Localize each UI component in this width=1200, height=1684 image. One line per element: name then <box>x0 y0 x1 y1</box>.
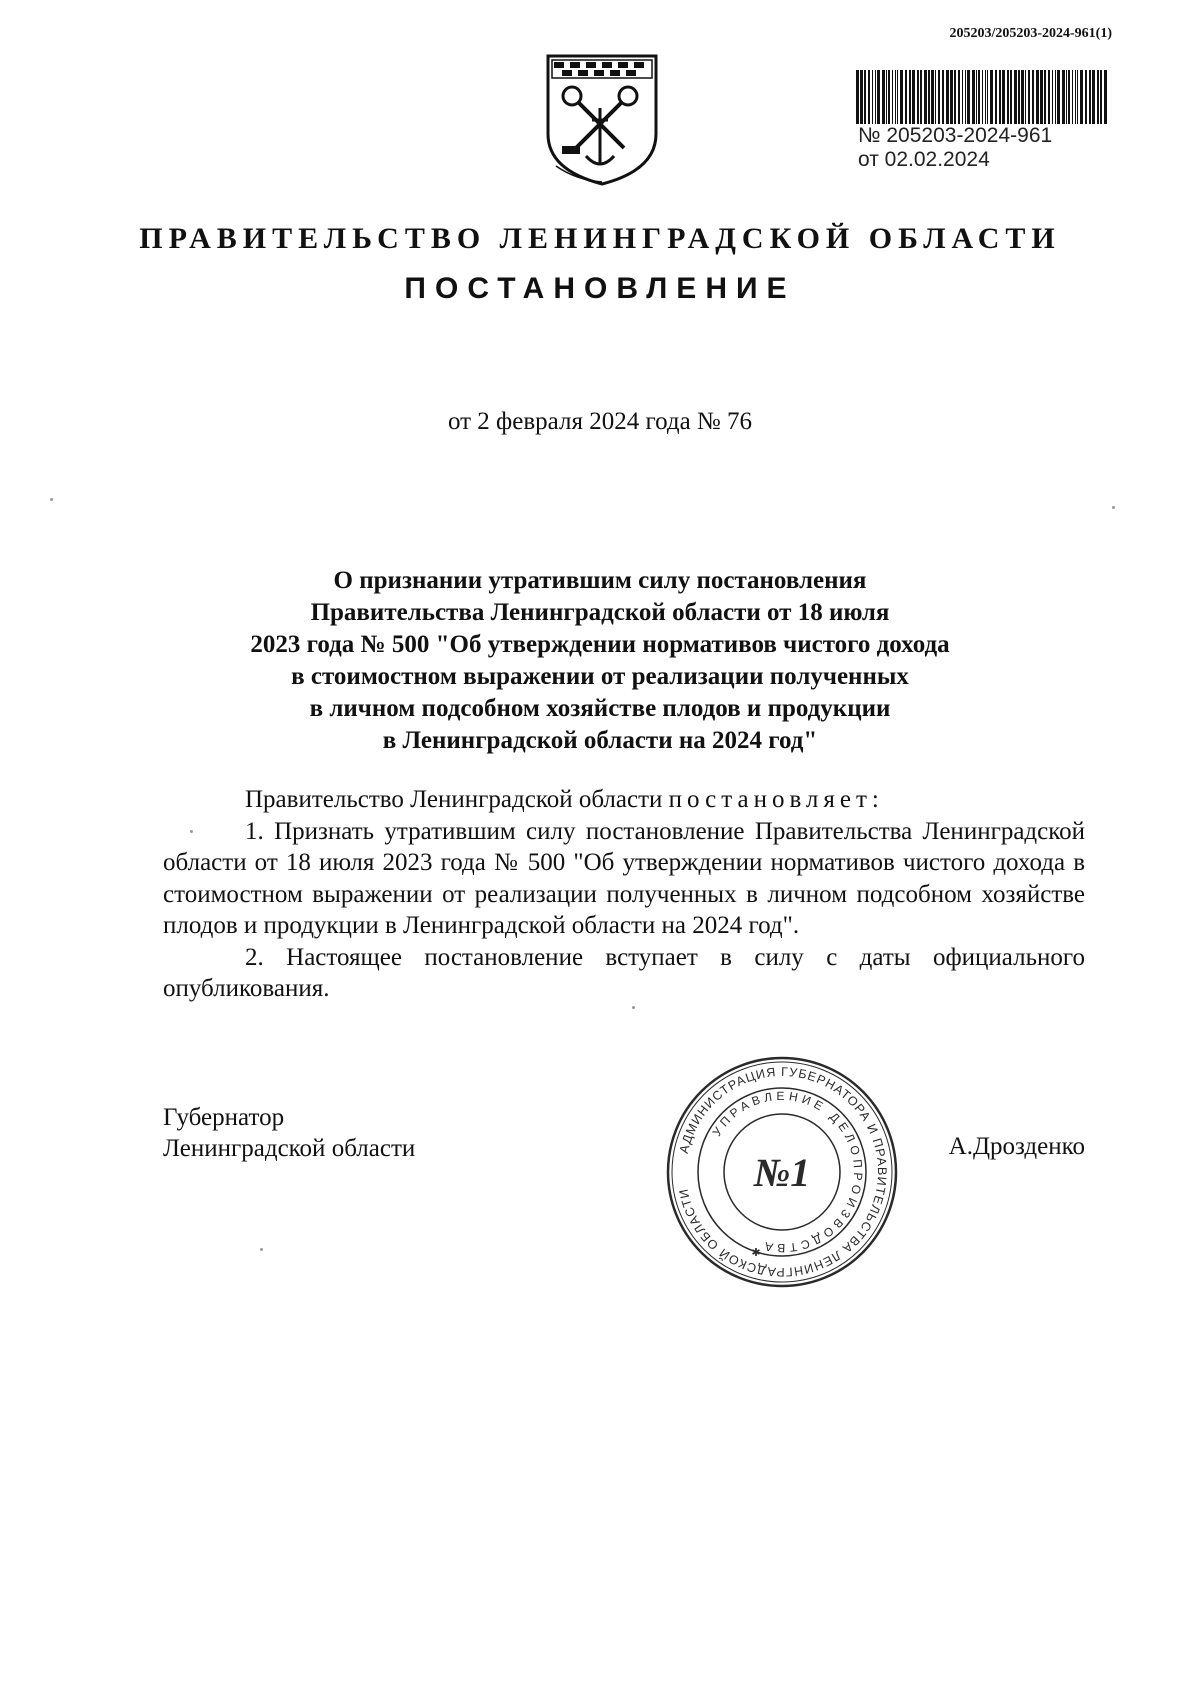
barcode-bar <box>935 70 936 124</box>
government-title: ПРАВИТЕЛЬСТВО ЛЕНИНГРАДСКОЙ ОБЛАСТИ <box>139 222 1061 255</box>
barcode-bar <box>1104 70 1107 124</box>
barcode-bar <box>924 70 927 124</box>
barcode-bar <box>995 70 997 124</box>
barcode-bar <box>1018 70 1020 124</box>
barcode-bar <box>928 70 930 124</box>
subject-line: Правительства Ленинградской области от 18 июля <box>310 599 890 626</box>
paragraph-1: 1. Признать утратившим силу постановление Правительства Ленинградской области от 18 июля 2023 года № 500 "Об утверждении нормативов чистого дохода в стоимостном выражении от реализации полученных в личном подсобном хозяйстве плодов и продукции в Ленинградской области на 2024 год". <box>163 817 1085 939</box>
preamble-prefix: Правительство Ленинградской области <box>245 786 663 813</box>
barcode-bar <box>1092 70 1095 124</box>
scan-speck <box>50 498 53 501</box>
document-subject <box>130 565 1070 757</box>
barcode-bar <box>1089 70 1091 124</box>
barcode-bar <box>962 70 963 124</box>
barcode-bar <box>892 70 893 124</box>
barcode-bar <box>1025 70 1026 124</box>
barcode-bar <box>1044 70 1046 124</box>
barcode-bar <box>976 70 977 124</box>
signatory-position <box>163 1102 415 1164</box>
barcode-bar <box>972 70 975 124</box>
barcode-bar <box>1066 70 1067 124</box>
barcode-bar <box>856 70 859 124</box>
barcode-bar <box>1097 70 1099 124</box>
position-line: Ленинградской области <box>163 1135 416 1162</box>
barcode-bar <box>875 70 876 124</box>
barcode-bar <box>1057 70 1060 124</box>
barcode-bar <box>912 70 915 124</box>
barcode-bar <box>946 70 949 124</box>
barcode-bar <box>1080 70 1083 124</box>
document-type-title: ПОСТАНОВЛЕНИЕ <box>404 272 796 305</box>
barcode-bar <box>1068 70 1070 124</box>
registration-date: от 02.02.2024 <box>858 148 990 171</box>
barcode-bar <box>1021 70 1024 124</box>
barcode-bar <box>942 70 944 124</box>
seal-inner-text: УПРАВЛЕНИЕ ДЕЛОПРОИЗВОДСТВА <box>709 1088 866 1256</box>
barcode-bar <box>958 70 960 124</box>
barcode-bar <box>982 70 983 124</box>
barcode-bar <box>990 70 993 124</box>
document-body <box>163 784 1085 1005</box>
barcode-bar <box>917 70 919 124</box>
barcode-bar <box>950 70 953 124</box>
barcode-bar <box>1010 70 1012 124</box>
scan-speck <box>632 1006 635 1009</box>
official-seal-icon <box>664 1054 900 1290</box>
barcode-bar <box>886 70 887 124</box>
barcode-bar <box>877 70 880 124</box>
barcode-bar <box>864 70 866 124</box>
barcode-bar <box>888 70 890 124</box>
barcode-bar <box>1007 70 1009 124</box>
barcode-bar <box>868 70 870 124</box>
scan-speck <box>260 1248 263 1251</box>
barcode-bar <box>895 70 896 124</box>
subject-line: в стоимостном выражении от реализации полученных <box>291 663 909 690</box>
barcode-bar <box>905 70 907 124</box>
barcode-bar <box>1052 70 1053 124</box>
barcode-bar <box>1072 70 1073 124</box>
barcode-bar <box>999 70 1001 124</box>
barcode-bar <box>872 70 873 124</box>
subject-line: О признании утратившим силу постановления <box>333 567 867 594</box>
seal-outer-text: АДМИНИСТРАЦИЯ ГУБЕРНАТОРА И ПРАВИТЕЛЬСТВА ЛЕНИНГРАДСКОЙ ОБЛАСТИ <box>676 1064 890 1280</box>
barcode-bar <box>1032 70 1034 124</box>
barcode-bar <box>1062 70 1065 124</box>
star-icon: ✱ <box>751 1246 761 1259</box>
barcode-bar <box>967 70 970 124</box>
barcode-bar <box>882 70 885 124</box>
barcode-bar <box>931 70 934 124</box>
barcode-bar <box>1077 70 1078 124</box>
barcode-bar <box>938 70 940 124</box>
barcode-bar <box>1075 70 1076 124</box>
barcode-bar <box>1014 70 1017 124</box>
position-line: Губернатор <box>163 1104 285 1131</box>
barcode-bar <box>1055 70 1056 124</box>
seal-center-text: №1 <box>753 1150 811 1195</box>
barcode-bar <box>1100 70 1102 124</box>
scan-speck <box>190 830 193 833</box>
coat-of-arms-icon <box>542 48 662 188</box>
barcode-bar <box>987 70 988 124</box>
barcode-bar <box>1085 70 1087 124</box>
preamble-resolves: постановляет: <box>668 786 884 813</box>
barcode-bar <box>965 70 966 124</box>
barcode-bar <box>1036 70 1039 124</box>
barcode-bar <box>909 70 911 124</box>
preamble <box>163 784 1085 816</box>
registration-block <box>854 70 1124 172</box>
subject-line: в Ленинградской области на 2024 год" <box>382 727 818 754</box>
subject-line: в личном подсобном хозяйстве плодов и продукции <box>309 695 891 722</box>
barcode-bar <box>900 70 903 124</box>
document-code: 205203/205203-2024-961(1) <box>949 26 1112 41</box>
barcode-bar <box>920 70 922 124</box>
barcode-bar <box>985 70 986 124</box>
document-date: от 2 февраля 2024 года № 76 <box>447 408 753 435</box>
barcode-bar <box>954 70 956 124</box>
barcode-bar <box>1002 70 1005 124</box>
barcode-bar <box>860 70 863 124</box>
barcode-bar <box>1028 70 1030 124</box>
barcode-bar <box>1040 70 1043 124</box>
signatory-name: А.Дрозденко <box>948 1133 1085 1160</box>
subject-line: 2023 года № 500 "Об утверждении нормативов чистого дохода <box>250 631 950 658</box>
barcode-bar <box>897 70 898 124</box>
barcode-icon <box>854 70 1112 124</box>
registration-number: № 205203-2024-961 <box>858 124 1053 147</box>
paragraph-2: 2. Настоящее постановление вступает в силу с даты официального опубликования. <box>163 943 1085 1002</box>
barcode-bar <box>1048 70 1050 124</box>
barcode-bar <box>978 70 980 124</box>
scan-speck <box>1112 506 1115 509</box>
